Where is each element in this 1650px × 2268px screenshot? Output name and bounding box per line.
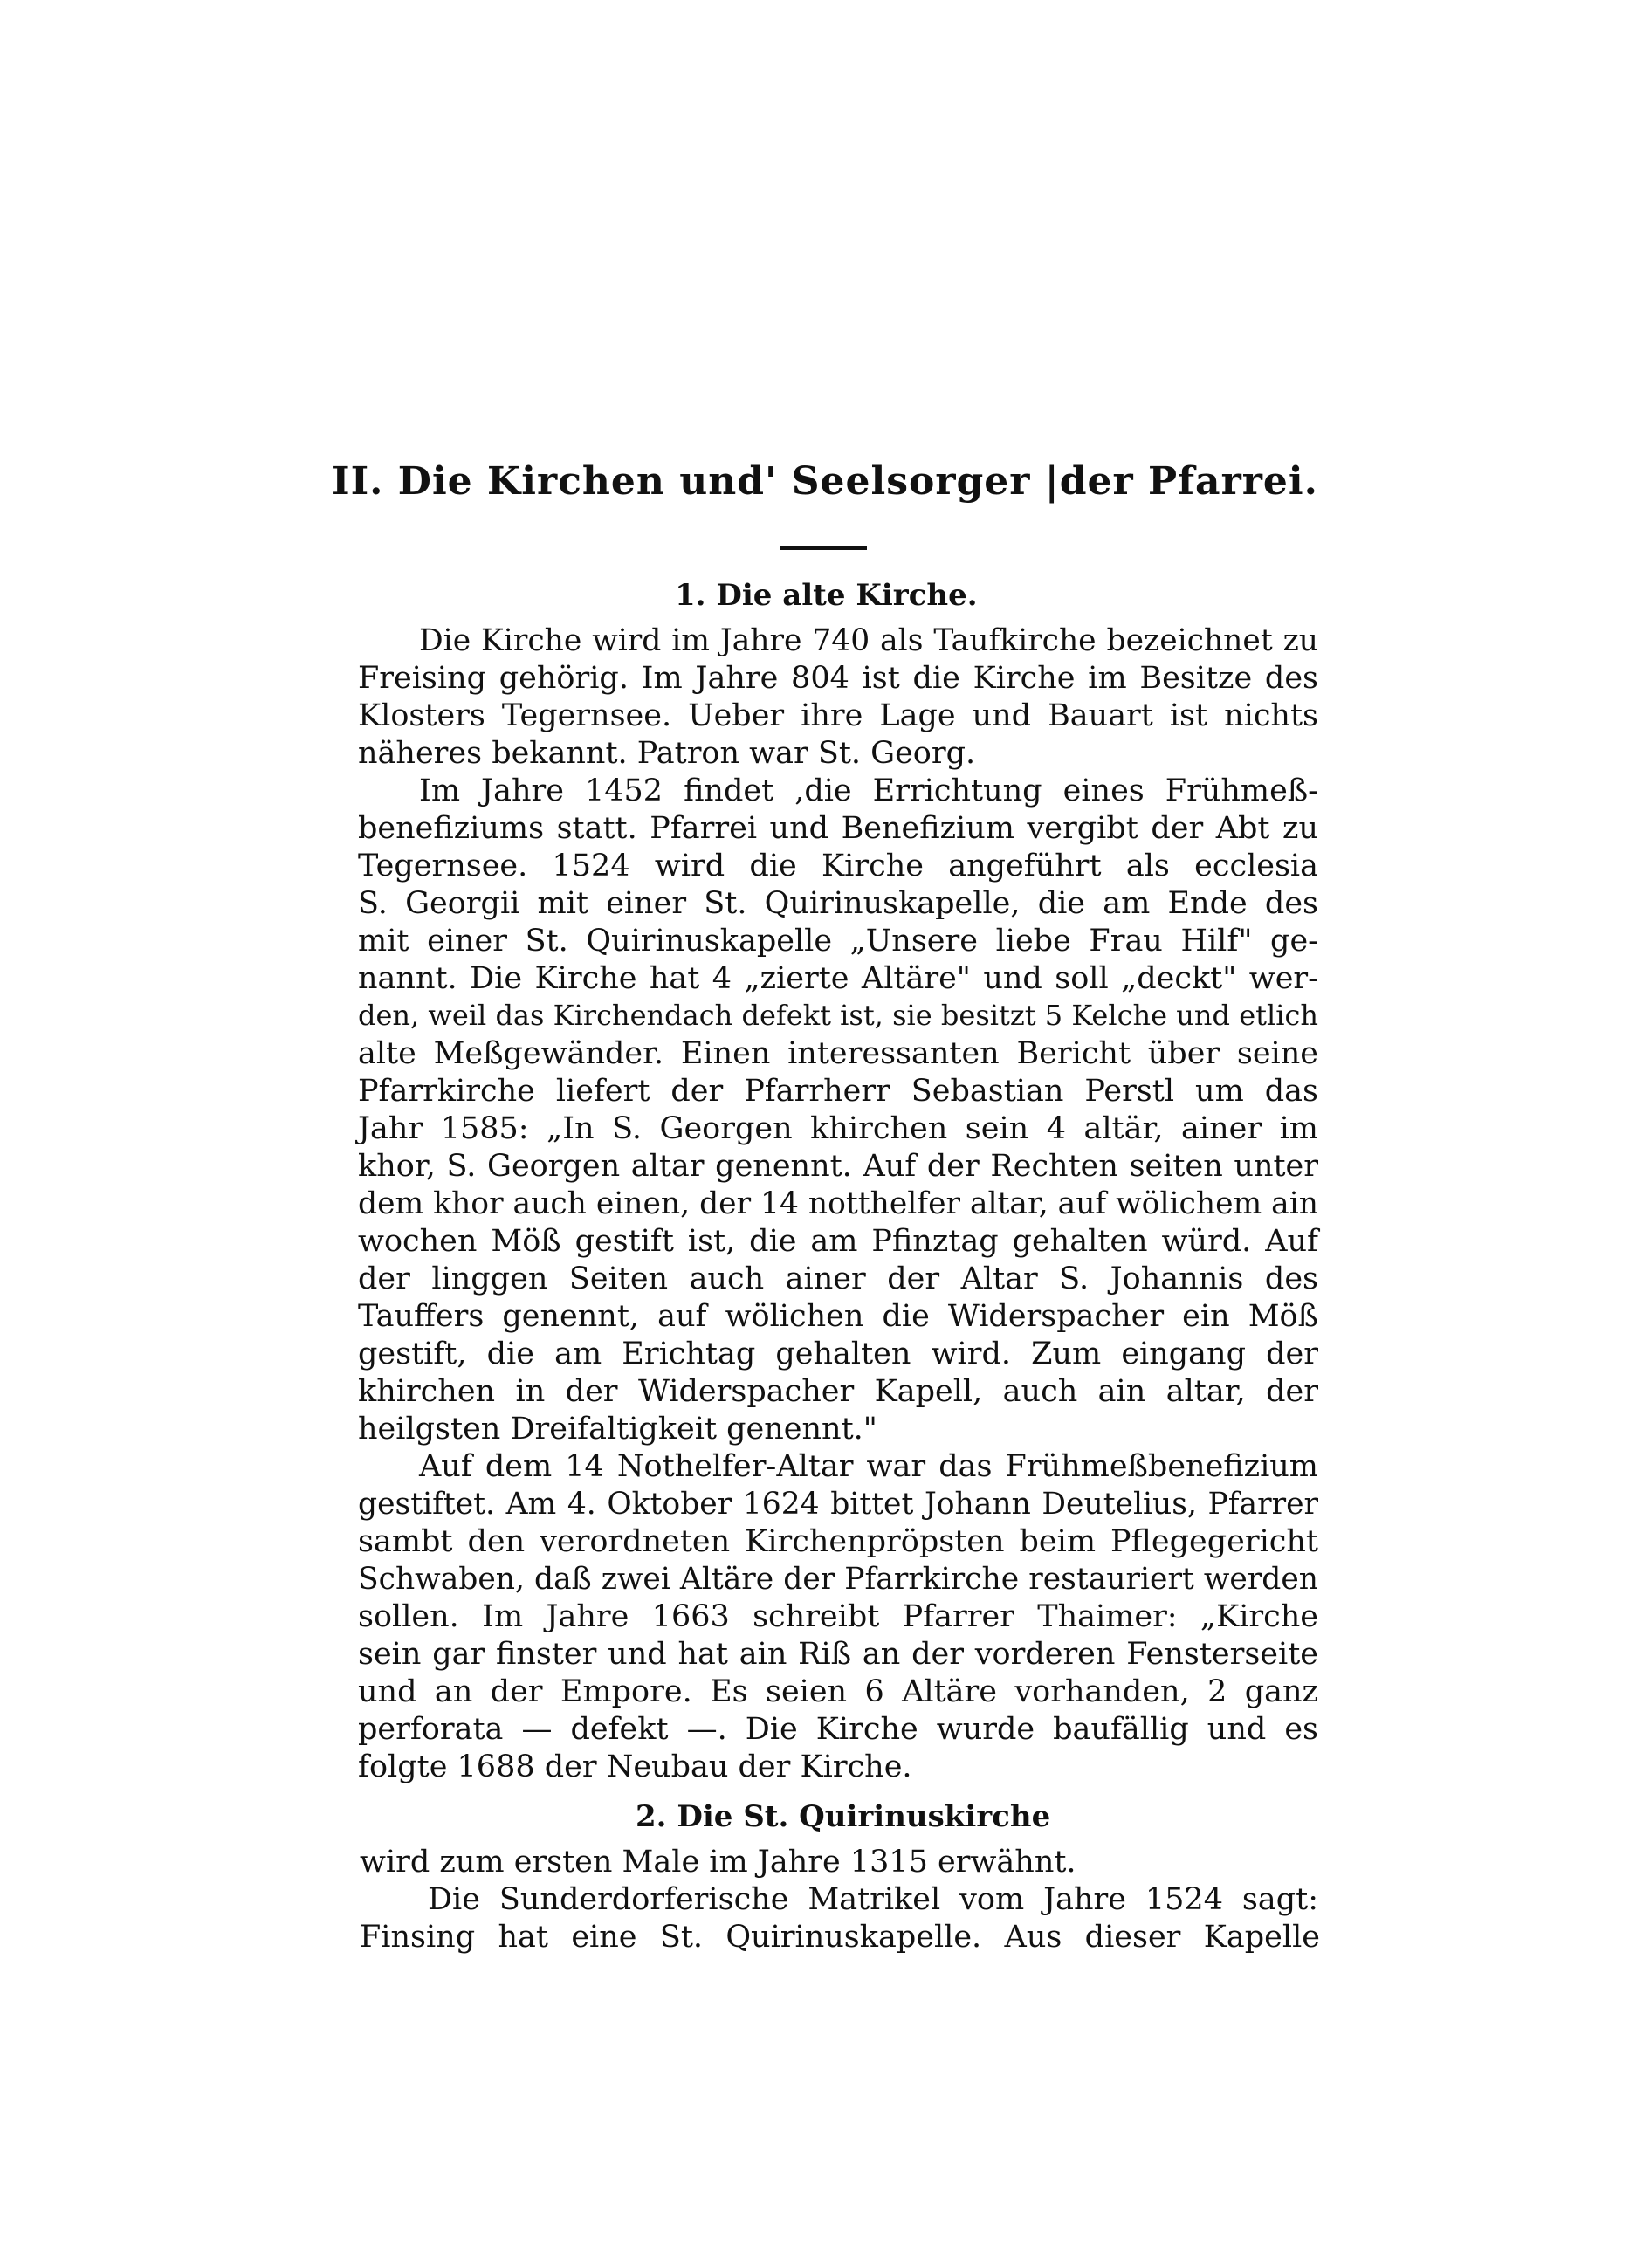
text-line: Die Kirche wird im Jahre 740 als Taufkirche bezeichnet zu: [419, 623, 1318, 658]
text-line: Freising gehörig. Im Jahre 804 ist die Kirche im Besitze des: [358, 661, 1318, 696]
text-line: folgte 1688 der Neubau der Kirche.: [358, 1749, 912, 1784]
text-line: Schwaben, daß zwei Altäre der Pfarrkirche restauriert werden: [358, 1562, 1318, 1597]
title-rule: [780, 546, 867, 550]
text-line: Im Jahre 1452 findet ,die Errichtung eines Frühmeß-: [419, 773, 1318, 808]
text-line: näheres bekannt. Patron war St. Georg.: [358, 736, 976, 771]
text-line: Pfarrkirche liefert der Pfarrherr Sebastian Perstl um das: [358, 1074, 1318, 1109]
text-line: Die Sunderdorferische Matrikel vom Jahre 1524 sagt:: [428, 1882, 1318, 1917]
text-line: nannt. Die Kirche hat 4 „zierte Altäre" und soll „deckt" wer-: [358, 961, 1318, 996]
text-line: und an der Empore. Es seien 6 Altäre vorhanden, 2 ganz: [358, 1674, 1318, 1709]
text-line: Finsing hat eine St. Quirinuskapelle. Aus dieser Kapelle: [360, 1920, 1320, 1955]
text-line: gestift, die am Erichtag gehalten wird. Zum eingang der: [358, 1337, 1318, 1371]
text-line: wochen Möß gestift ist, die am Pfinztag gehalten würd. Auf: [358, 1224, 1318, 1259]
text-line: alte Meßgewänder. Einen interessanten Bericht über seine: [358, 1036, 1318, 1071]
text-line: Klosters Tegernsee. Ueber ihre Lage und Bauart ist nichts: [358, 698, 1318, 733]
text-line: khirchen in der Widerspacher Kapell, auch ain altar, der: [358, 1374, 1318, 1409]
text-line: benefiziums statt. Pfarrei und Benefizium vergibt der Abt zu: [358, 811, 1318, 846]
text-line: Auf dem 14 Nothelfer-Altar war das Frühmeßbenefizium: [419, 1449, 1318, 1484]
text-line: Tauffers genennt, auf wölichen die Widerspacher ein Möß: [358, 1299, 1318, 1334]
chapter-title: II. Die Kirchen und' Seelsorger |der Pfarrei.: [332, 459, 1318, 504]
text-line: mit einer St. Quirinuskapelle „Unsere liebe Frau Hilf" ge-: [358, 924, 1318, 959]
text-line: gestiftet. Am 4. Oktober 1624 bittet Johann Deutelius, Pfarrer: [358, 1487, 1318, 1522]
text-line: khor, S. Georgen altar genennt. Auf der Rechten seiten unter: [358, 1149, 1318, 1184]
text-line: perforata — defekt —. Die Kirche wurde baufällig und es: [358, 1712, 1318, 1747]
section-heading-quirinuskirche: 2. Die St. Quirinuskirche: [636, 1799, 1051, 1834]
text-line: wird zum ersten Male im Jahre 1315 erwähnt.: [360, 1845, 1076, 1880]
text-line: heilgsten Dreifaltigkeit genennt.": [358, 1412, 877, 1447]
text-line: der linggen Seiten auch ainer der Altar S. Johannis des: [358, 1261, 1318, 1296]
text-line: Jahr 1585: „In S. Georgen khirchen sein 4 altär, ainer im: [358, 1111, 1318, 1146]
text-line: sambt den verordneten Kirchenpröpsten beim Pflegegericht: [358, 1524, 1318, 1559]
text-line: sein gar finster und hat ain Riß an der vorderen Fensterseite: [358, 1637, 1318, 1672]
text-line: Tegernsee. 1524 wird die Kirche angeführt als ecclesia: [358, 849, 1318, 883]
text-line: S. Georgii mit einer St. Quirinuskapelle, die am Ende des: [358, 886, 1318, 921]
text-line: dem khor auch einen, der 14 notthelfer altar, auf wölichem ain: [358, 1186, 1318, 1221]
text-line: den, weil das Kirchendach defekt ist, sie besitzt 5 Kelche und etlich: [358, 999, 1318, 1032]
section-heading-alte-kirche: 1. Die alte Kirche.: [675, 578, 978, 613]
text-line: sollen. Im Jahre 1663 schreibt Pfarrer Thaimer: „Kirche: [358, 1599, 1318, 1634]
